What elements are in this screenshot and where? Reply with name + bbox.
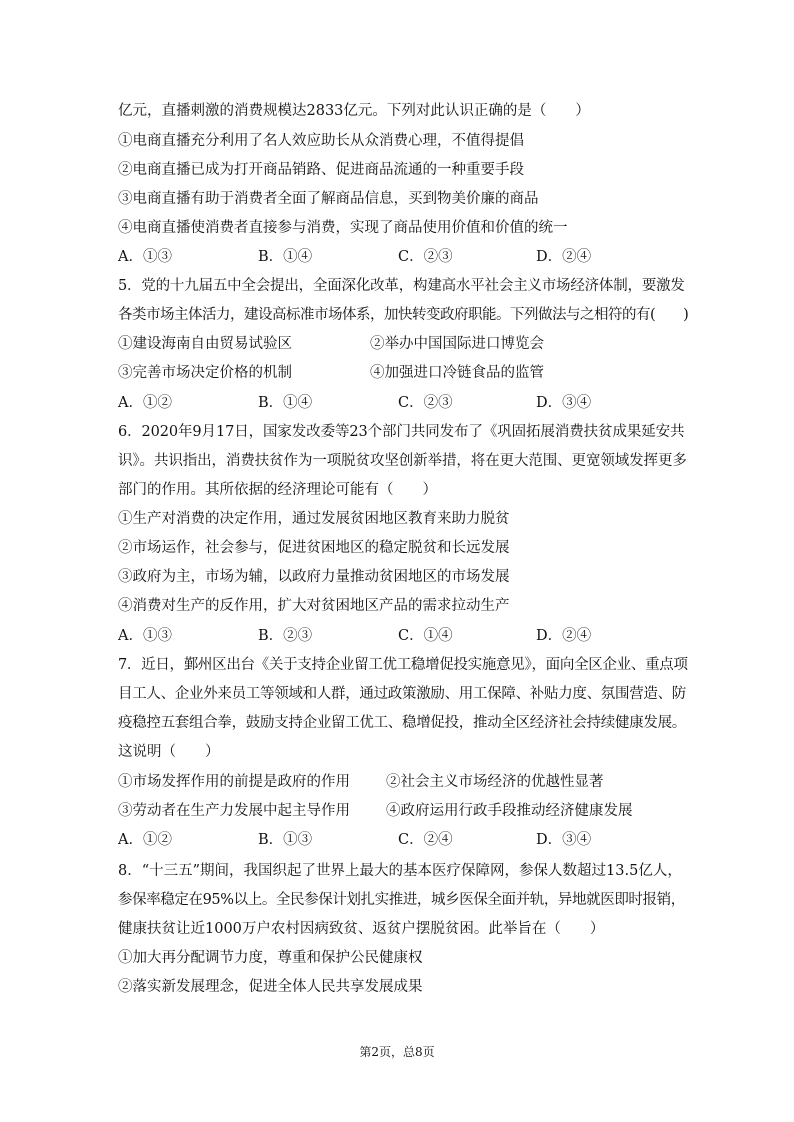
q5-option-c: C．②③ — [398, 395, 453, 411]
q7-stem-line-3: 疫稳控五套组合拳，鼓励支持企业留工优工、稳增促投，推动全区经济社会持续健康发展。 — [118, 715, 686, 731]
q7-item-3: ③劳动者在生产力发展中起主导作用 — [118, 803, 350, 819]
q4-option-a: A．①③ — [118, 249, 172, 265]
q5-item-3: ③完善市场决定价格的机制 — [118, 365, 292, 381]
q7-stem-line-4: 这说明（ ） — [118, 744, 220, 760]
q6-option-b: B．②③ — [258, 628, 313, 644]
q8-item-1: ①加大再分配调节力度，尊重和保护公民健康权 — [118, 950, 423, 966]
q8-stem-line-3: 健康扶贫让近1000万户农村因病致贫、返贫户摆脱贫困。此举旨在（ ） — [118, 921, 605, 937]
q7-item-2: ②社会主义市场经济的优越性显著 — [386, 774, 604, 790]
page-footer: 第2页，总8页 — [359, 1045, 435, 1059]
q5-stem-line-1: 5．党的十九届五中全会提出，全面深化改革，构建高水平社会主义市场经济体制，要激发 — [118, 278, 685, 294]
q5-item-2: ②举办中国国际进口博览会 — [370, 336, 544, 352]
q4-option-b: B．①④ — [258, 249, 313, 265]
q5-items-row-1 — [118, 334, 688, 354]
q5-item-4: ④加强进口冷链食品的监管 — [370, 365, 544, 381]
q6-stem-line-3: 部门的作用。其所依据的经济理论可能有（ ） — [118, 482, 437, 498]
q5-option-d: D．③④ — [536, 395, 592, 411]
q5-item-1: ①建设海南自由贸易试验区 — [118, 336, 292, 352]
q8-stem-line-1: 8．“十三五”期间，我国织起了世界上最大的基本医疗保障网，参保人数超过13.5亿人， — [118, 863, 682, 879]
q6-item-2: ②市场运作，社会参与，促进贫困地区的稳定脱贫和长远发展 — [118, 540, 510, 556]
q4-options — [118, 247, 688, 267]
q7-option-c: C．②④ — [398, 832, 453, 848]
q5-option-b: B．①④ — [258, 395, 313, 411]
q7-stem-line-1: 7．近日，鄞州区出台《关于支持企业留工优工稳增促投实施意见》，面向全区企业、重点项 — [118, 657, 688, 673]
q4-item-3: ③电商直播有助于消费者全面了解商品信息，买到物美价廉的商品 — [118, 191, 539, 207]
q7-option-b: B．①③ — [258, 832, 313, 848]
q5-items-row-2 — [118, 363, 688, 383]
q4-item-1: ①电商直播充分利用了名人效应助长从众消费心理，不值得提倡 — [118, 133, 524, 149]
q7-stem-line-2: 目工人、企业外来员工等领域和人群，通过政策激励、用工保障、补贴力度、氛围营造、防 — [118, 686, 686, 702]
q6-item-1: ①生产对消费的决定作用，通过发展贫困地区教育来助力脱贫 — [118, 511, 510, 527]
q7-options — [118, 830, 688, 850]
q8-stem-line-2: 参保率稳定在95%以上。全民参保计划扎实推进，城乡医保全面并轨，异地就医即时报销， — [118, 892, 685, 908]
q7-option-a: A．①② — [118, 832, 172, 848]
q6-stem-line-2: 识》。共识指出，消费扶贫作为一项脱贫攻坚创新举措，将在更大范围、更宽领域发挥更多 — [118, 453, 687, 469]
q4-stem-continued: 亿元，直播刺激的消费规模达2833亿元。下列对此认识正确的是（ ） — [118, 103, 590, 119]
q7-items-row-1 — [118, 772, 688, 792]
q7-item-4: ④政府运用行政手段推动经济健康发展 — [386, 803, 633, 819]
q7-item-1: ①市场发挥作用的前提是政府的作用 — [118, 774, 350, 790]
q6-stem-line-1: 6．2020年9月17日，国家发改委等23个部门共同发布了《巩固拓展消费扶贫成果延安共 — [118, 424, 685, 440]
q7-option-d: D．③④ — [536, 832, 592, 848]
q4-item-2: ②电商直播已成为打开商品销路、促进商品流通的一种重要手段 — [118, 162, 524, 178]
q6-item-4: ④消费对生产的反作用，扩大对贫困地区产品的需求拉动生产 — [118, 598, 510, 614]
q6-option-d: D．②④ — [536, 628, 592, 644]
q6-option-a: A．①③ — [118, 628, 172, 644]
q5-options — [118, 393, 688, 413]
q7-items-row-2 — [118, 801, 688, 821]
q5-stem-line-2: 各类市场主体活力，建设高标准市场体系，加快转变政府职能。下列做法与之相符的有( ) — [118, 307, 688, 323]
q6-options — [118, 626, 688, 646]
q8-item-2: ②落实新发展理念，促进全体人民共享发展成果 — [118, 979, 423, 995]
q4-option-c: C．②③ — [398, 249, 453, 265]
q6-item-3: ③政府为主，市场为辅，以政府力量推动贫困地区的市场发展 — [118, 569, 510, 585]
q4-item-4: ④电商直播使消费者直接参与消费，实现了商品使用价值和价值的统一 — [118, 220, 568, 236]
q6-option-c: C．①④ — [398, 628, 453, 644]
q5-option-a: A．①② — [118, 395, 172, 411]
q4-option-d: D．②④ — [536, 249, 592, 265]
